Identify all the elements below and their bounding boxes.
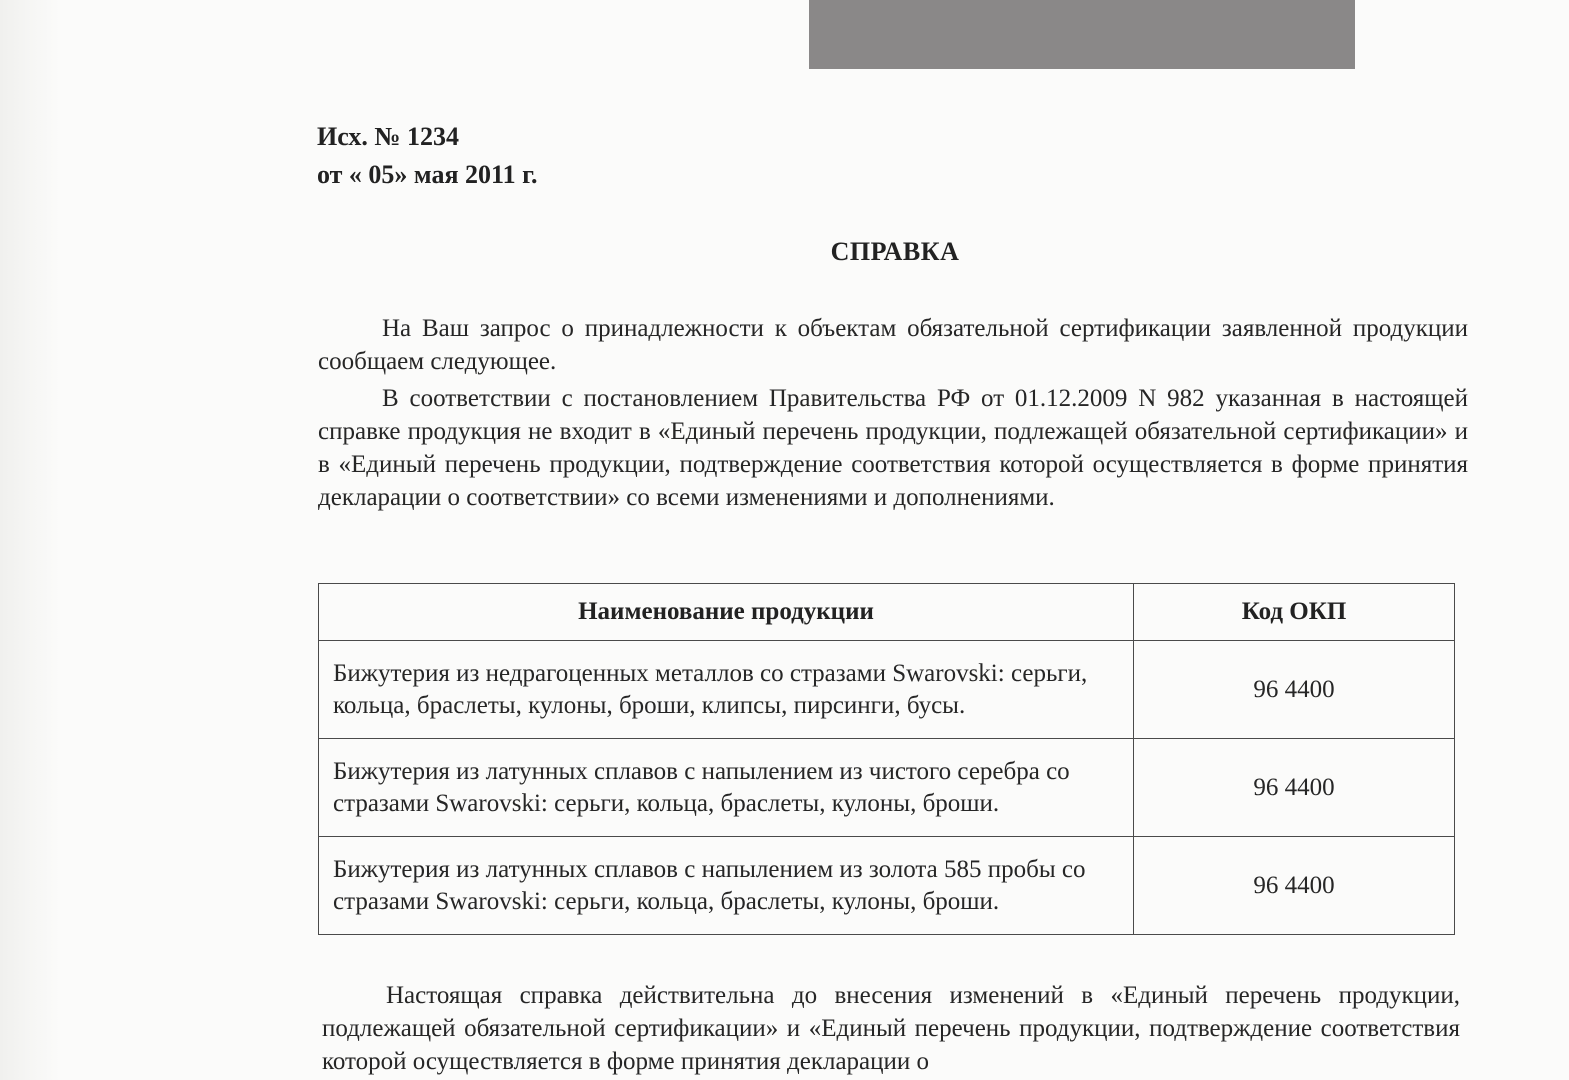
header-product-name: Наименование продукции (319, 584, 1134, 641)
product-name-cell: Бижутерия из латунных сплавов с напылением из чистого серебра со стразами Swarovski: серьги, кольца, браслеты, кулоны, броши. (319, 739, 1134, 837)
redacted-block (809, 0, 1355, 69)
okp-code-cell: 96 4400 (1134, 641, 1455, 739)
reference-date: от « 05» мая 2011 г. (317, 160, 538, 189)
table-row (319, 641, 1455, 739)
okp-code-cell: 96 4400 (1134, 837, 1455, 935)
paragraph-validity: Настоящая справка действительна до внесения изменений в «Единый перечень продукции, подлежащей обязательной сертификации» и «Единый перечень продукции, подтверждение соответствия которой осуществляется в форме принятия декларации о (322, 982, 1460, 1075)
product-table (318, 583, 1455, 935)
outgoing-reference (317, 118, 537, 194)
okp-code-cell: 96 4400 (1134, 739, 1455, 837)
page-edge-shadow (0, 0, 60, 1080)
header-okp-code: Код ОКП (1134, 584, 1455, 641)
reference-number: Исх. № 1234 (317, 122, 460, 151)
document-title: СПРАВКА (830, 237, 960, 266)
paragraph-regulation: В соответствии с постановлением Правительства РФ от 01.12.2009 N 982 указанная в настоящей справке продукция не входит в «Единый перечень продукции, подлежащей обязательной сертификации» и в «Единый перечень продукции, подтверждение соответствия которой осуществляется в форме принятия декларации о соответствии» со всеми изменениями и дополнениями. (318, 385, 1468, 511)
paragraph-request: На Ваш запрос о принадлежности к объектам обязательной сертификации заявленной продукции сообщаем следующее. (318, 315, 1468, 375)
table-row (319, 739, 1455, 837)
table-row (319, 837, 1455, 935)
table-header-row (319, 584, 1455, 641)
product-name-cell: Бижутерия из латунных сплавов с напылением из золота 585 пробы со стразами Swarovski: серьги, кольца, браслеты, кулоны, броши. (319, 837, 1134, 935)
product-name-cell: Бижутерия из недрагоценных металлов со стразами Swarovski: серьги, кольца, браслеты, кулоны, броши, клипсы, пирсинги, бусы. (319, 641, 1134, 739)
